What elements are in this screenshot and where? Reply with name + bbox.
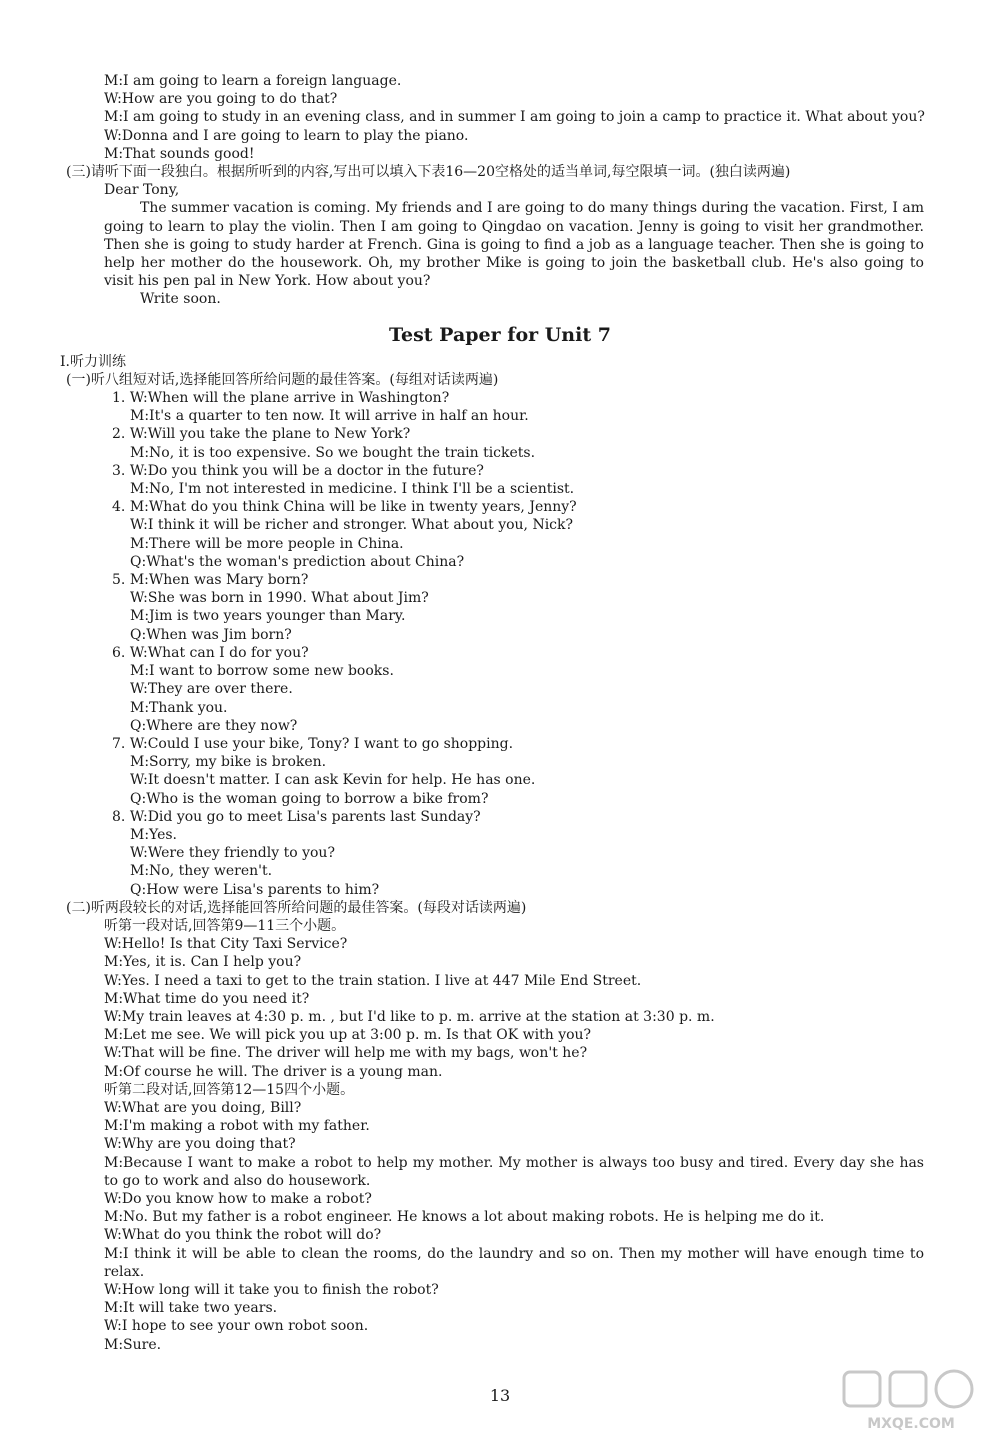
dialog-line: M:No, it is too expensive. So we bought the train tickets.: [130, 444, 536, 461]
question-number: 2.: [112, 426, 126, 443]
letter-salutation: Dear Tony,: [104, 182, 180, 199]
dialog-line: [0, 462, 1000, 480]
dialog-line: W:It doesn't matter. I can ask Kevin for help. He has one.: [130, 772, 536, 789]
section-3-heading: (三)请听下面一段独白。根据所听到的内容,写出可以填入下表16—20空格处的适当单词,每空限填一词。(独白读两遍): [66, 164, 791, 181]
dialog-line: M:No. But my father is a robot engineer. He knows a lot about making robots. He is helping me do it.: [104, 1209, 825, 1226]
dialog-line: M:I am going to learn a foreign language.: [104, 73, 402, 89]
conversation-2: [0, 1099, 1000, 1354]
dialog-line: Q:When was Jim born?: [130, 626, 292, 643]
dialog-line: M:No, I'm not interested in medicine. I think I'll be a scientist.: [130, 481, 575, 498]
dialog-text: W:When will the plane arrive in Washington?: [129, 390, 450, 407]
dialog-line: W:What are you doing, Bill?: [104, 1099, 302, 1116]
short-dialogs: [0, 389, 1000, 899]
dialog-line: W:Yes. I need a taxi to get to the train station. I live at 447 Mile End Street.: [104, 972, 642, 989]
dialog-line: M:Because I want to make a robot to help my mother. My mother is always too busy and tired. Every day she has to go to work and also do housework.: [104, 1154, 924, 1189]
question-number: 1.: [112, 390, 126, 407]
conversation-1: [0, 935, 1000, 1081]
dialog-line: M:Sorry, my bike is broken.: [130, 754, 327, 771]
watermark-text: MXQE.COM: [867, 1416, 955, 1432]
question-number: 8.: [112, 808, 126, 825]
dialog-line: M:What time do you need it?: [104, 990, 310, 1007]
dialog-line: W:I think it will be richer and stronger. What about you, Nick?: [130, 517, 574, 534]
question-number: 3.: [112, 462, 126, 479]
dialog-line: [0, 644, 1000, 662]
page-number: 13: [489, 1386, 511, 1405]
dialog-line: M:There will be more people in China.: [130, 535, 404, 552]
dialog-line: W:I hope to see your own robot soon.: [104, 1318, 369, 1335]
dialog-line: M:It will take two years.: [104, 1300, 278, 1317]
dialog-line: M:I'm making a robot with my father.: [104, 1118, 370, 1135]
dialog-line: W:She was born in 1990. What about Jim?: [130, 590, 429, 607]
question-number: 5.: [112, 572, 126, 589]
dialog-line: W:They are over there.: [130, 681, 293, 698]
dialog-line: M:That sounds good!: [104, 145, 255, 162]
dialog-line: W:That will be fine. The driver will help me with my bags, won't he?: [104, 1045, 588, 1062]
dialog-text: W:What can I do for you?: [129, 644, 309, 661]
dialog-line: M:Sure.: [104, 1336, 162, 1353]
dialog-line: [0, 425, 1000, 443]
conversation-2-heading: 听第二段对话,回答第12—15四个小题。: [104, 1081, 355, 1098]
question-number: 7.: [112, 735, 126, 752]
dialog-line: W:How are you going to do that?: [104, 91, 338, 108]
dialog-text: W:Do you think you will be a doctor in the future?: [129, 462, 484, 479]
dialog-line: Q:What's the woman's prediction about China?: [130, 553, 465, 570]
dialog-line: M:Of course he will. The driver is a young man.: [104, 1063, 443, 1080]
page-content: [0, 72, 1000, 1354]
watermark-logo: [836, 1366, 986, 1436]
dialog-line: W:What do you think the robot will do?: [104, 1227, 382, 1244]
dialog-line: M:I think it will be able to clean the rooms, do the laundry and so on. Then my mother will have enough time to relax.: [104, 1245, 924, 1280]
letter-body: The summer vacation is coming. My friends and I are going to do many things during the vacation. First, I am going to learn to play the violin. Then I am going to Qingdao on vacation. Jenny is going to visit her grandmother. Then she is going to study harder at French. Gina is going to find a job as a language teacher. Then she is going to help her mother do the housework. Oh, my brother Mike is going to join the basketball club. He's also going to visit his pen pal in New York. How about you?: [104, 200, 924, 290]
conversation-1-heading: 听第一段对话,回答第9—11三个小题。: [104, 917, 346, 934]
dialog-line: M:I want to borrow some new books.: [130, 663, 394, 680]
dialog-line: Q:Who is the woman going to borrow a bike from?: [130, 790, 489, 807]
dialog-line: W:Donna and I are going to learn to play the piano.: [104, 127, 469, 144]
question-number: 6.: [112, 644, 126, 661]
dialog-line: [0, 808, 1000, 826]
dialog-line: [0, 571, 1000, 589]
page-title: Test Paper for Unit 7: [389, 323, 611, 346]
dialog-text: W:Could I use your bike, Tony? I want to go shopping.: [129, 735, 514, 752]
dialog-line: W:Hello! Is that City Taxi Service?: [104, 936, 348, 953]
dialog-text: W:Did you go to meet Lisa's parents last Sunday?: [129, 808, 481, 825]
dialog-text: M:What do you think China will be like in twenty years, Jenny?: [129, 499, 577, 516]
dialog-line: M:Jim is two years younger than Mary.: [130, 608, 406, 625]
dialog-line: Q:Where are they now?: [130, 717, 298, 734]
dialog-line: [0, 735, 1000, 753]
sub-section-2-heading: (二)听两段较长的对话,选择能回答所给问题的最佳答案。(每段对话读两遍): [66, 899, 527, 916]
question-number: 4.: [112, 499, 126, 516]
dialog-line: Q:How were Lisa's parents to him?: [130, 881, 380, 898]
dialog-line: M:Yes, it is. Can I help you?: [104, 954, 302, 971]
dialog-text: M:When was Mary born?: [129, 572, 309, 589]
letter-closing: Write soon.: [140, 291, 221, 308]
dialog-line: M:Yes.: [130, 826, 177, 843]
sub-section-1-heading: (一)听八组短对话,选择能回答所给问题的最佳答案。(每组对话读两遍): [66, 371, 499, 388]
dialog-line: [0, 389, 1000, 407]
dialog-line: M:Thank you.: [130, 699, 228, 716]
dialog-line: M:I am going to study in an evening class, and in summer I am going to join a camp to practice it. What about you?: [104, 109, 925, 126]
part-1-heading: Ⅰ.听力训练: [60, 353, 126, 370]
dialog-line: W:How long will it take you to finish the robot?: [104, 1282, 439, 1298]
dialog-line: M:It's a quarter to ten now. It will arrive in half an hour.: [130, 408, 529, 425]
dialog-line: M:Let me see. We will pick you up at 3:00 p. m. Is that OK with you?: [104, 1027, 592, 1044]
dialog-line: W:Were they friendly to you?: [130, 845, 335, 862]
dialog-line: [0, 498, 1000, 516]
dialog-line: M:No, they weren't.: [130, 863, 273, 880]
dialog-line: W:Do you know how to make a robot?: [104, 1190, 372, 1207]
dialog-line: W:My train leaves at 4:30 p. m. , but I'd like to p. m. arrive at the station at 3:30 p. m.: [104, 1008, 715, 1025]
dialog-text: W:Will you take the plane to New York?: [129, 426, 411, 443]
dialog-line: W:Why are you doing that?: [104, 1136, 296, 1153]
